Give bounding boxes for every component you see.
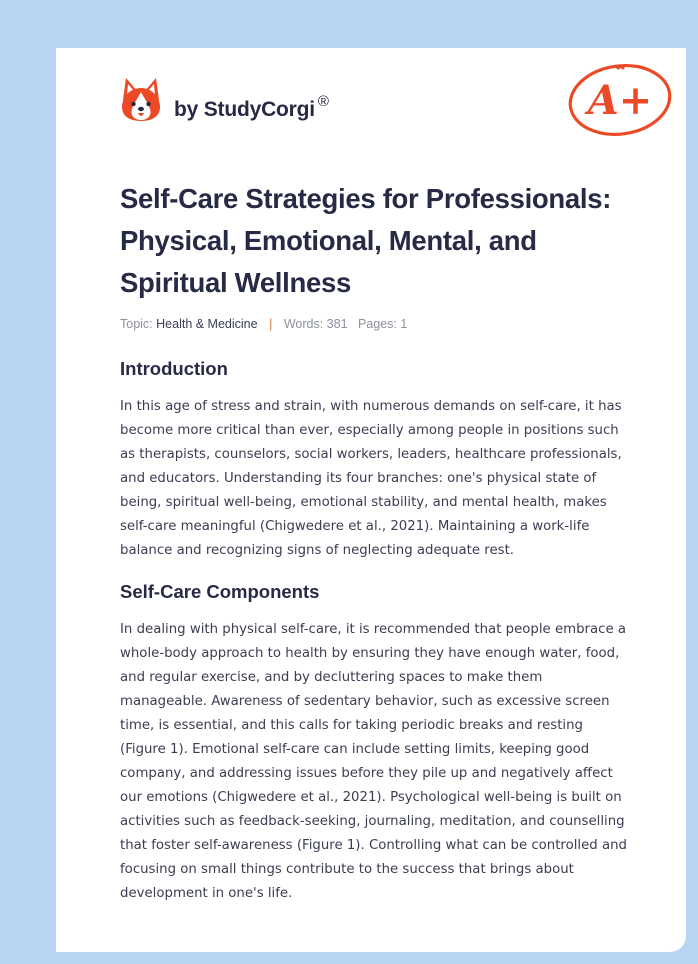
words-value: 381	[326, 317, 348, 331]
article-title: Self-Care Strategies for Professionals: Physical, Emotional, Mental, and Spiritual Wellness	[120, 183, 612, 298]
pages-label: Pages:	[357, 317, 397, 331]
meta-separator: |	[269, 317, 273, 331]
registered-mark: ®	[317, 92, 329, 110]
section-heading-self-care-components: Self-Care Components	[120, 581, 320, 602]
section-heading-introduction: Introduction	[120, 358, 228, 379]
words-label: Words:	[283, 317, 324, 331]
brand-name: by StudyCorgi ®	[174, 92, 329, 121]
article	[120, 178, 630, 906]
studycorgi-logo[interactable]	[120, 76, 329, 124]
grade-text: A+	[587, 77, 653, 124]
document-page	[56, 48, 686, 952]
article-meta	[120, 314, 630, 334]
corgi-logo-icon	[120, 76, 162, 124]
section-body-introduction: In this age of stress and strain, with numerous demands on self-care, it has become more critical than ever, especially among people in positions such as therapists, counselors, social workers, leaders, healthcare professionals, and educators. Understanding its four branches: one's physical state of being, spiritual well-being, emotional stability, and mental health, makes self-care meaningful (Chigwedere et al., 2021). Maintaining a work-life balance and recognizing signs of neglecting adequate rest.	[120, 399, 622, 558]
pages-value: 1	[400, 317, 408, 331]
section-body-self-care-components: In dealing with physical self-care, it is recommended that people embrace a whole-body approach to health by ensuring they have enough water, food, and regular exercise, and by decluttering spaces to make them manageable. Awareness of sedentary behavior, such as excessive screen time, is essential, and this calls for taking periodic breaks and resting (Figure 1). Emotional self-care can include setting limits, keeping good company, and addressing issues before they pile up and negatively affect our emotions (Chigwedere et al., 2021). Psychological well-being is built on activities such as feedback-seeking, journaling, meditation, and counselling that foster self-awareness (Figure 1). Controlling what can be controlled and focusing on small things contribute to the success that brings about development in one's life.	[120, 622, 627, 901]
topic-value[interactable]: Health & Medicine	[156, 317, 258, 331]
a-plus-grade-badge	[566, 60, 674, 140]
header	[120, 76, 653, 136]
topic-label: Topic:	[120, 317, 153, 331]
